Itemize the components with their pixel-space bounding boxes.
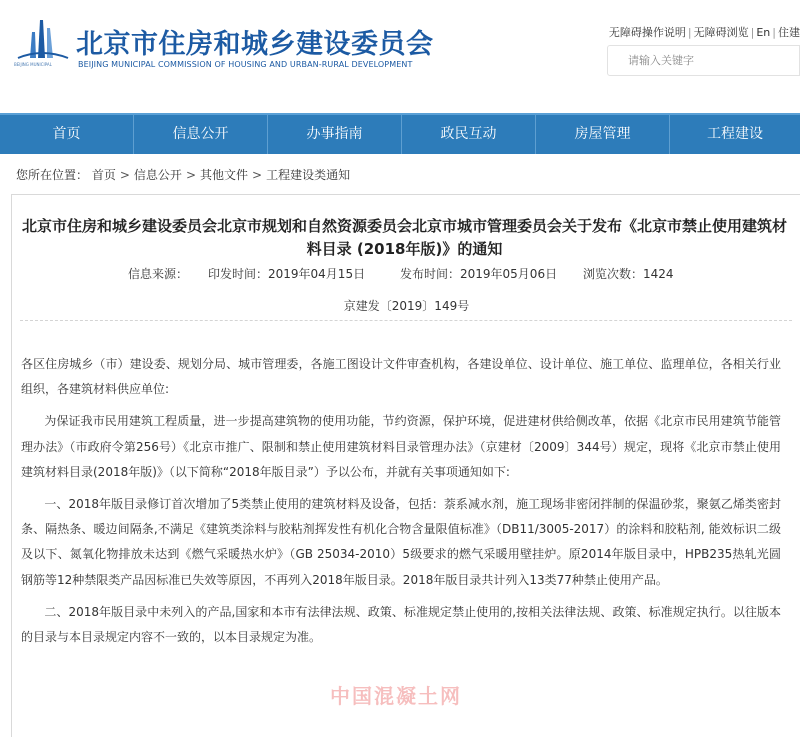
nav-construction[interactable]: 工程建设 [707, 126, 763, 142]
accessibility-guide-link[interactable]: 无障碍操作说明 [608, 26, 686, 39]
article-body [21, 352, 781, 657]
divider [20, 320, 792, 321]
breadcrumb-other-docs[interactable]: 其他文件 [200, 168, 249, 182]
paragraph: 二、2018年版目录中未列入的产品,国家和本市有法律法规、政策、标准规定禁止使用的,按相关法律法规、政策、标准规定执行。以往版本的目录与本目录规定内容不一致的，以本目录规定为准。 [21, 604, 781, 645]
logo-tagline: BEIJING MUNICIPAL [14, 62, 52, 67]
article-title: 北京市住房和城乡建设委员会北京市规划和自然资源委员会北京市城市管理委员会关于发布《北京市禁止使用建筑材料目录 (2018年版)》的通知 [21, 217, 787, 258]
accessibility-browse-link[interactable]: 无障碍浏览 [693, 26, 749, 39]
site-subtitle: BEIJING MUNICIPAL COMMISSION OF HOUSING AND URBAN-RURAL DEVELOPMENT [78, 60, 413, 69]
site-logo[interactable] [14, 18, 70, 70]
english-link[interactable]: En [756, 26, 771, 39]
site-title[interactable]: 北京市住房和城乡建设委员会 [76, 29, 434, 60]
nav-home[interactable]: 首页 [0, 115, 134, 154]
meta-views: 浏览次数：1424 [583, 267, 674, 281]
top-links: 无障碍操作说明 | 无障碍浏览 | En | 住建 [608, 26, 800, 39]
breadcrumb-info[interactable]: 信息公开 [133, 168, 182, 182]
meta-published: 印发时间：2019年04月15日 [208, 267, 366, 281]
logo-emblem-icon [14, 18, 70, 64]
watermark: 中国混凝土网 [330, 684, 462, 708]
breadcrumb: 您所在位置： 首页 > 信息公开 > 其他文件 > 工程建设类通知 [16, 168, 351, 182]
paragraph: 一、2018年版目录修订首次增加了5类禁止使用的建筑材料及设备，包括：萘系减水剂，施工现场非密闭拌制的保温砂浆，聚氨乙烯类密封条、隔热条、暖边间隔条,不满足《建筑类涂料与胶粘剂挥发性有机化合物含量限值标准》（DB11/3005-2017）的涂料和胶粘剂, 能效标识二级及以下、氮氧化物排放未达到《燃气采暖热水炉》（GB 25034-2010）5级要求的燃气采暖用壁挂炉。原2014年版目录中，HPB235热轧光圆钢筋等12种禁限类产品因标准已失效等原因，不再列入2018年版目录。2018年版目录共计列入13类77种禁止使用产品。 [21, 497, 781, 587]
nav-housing[interactable]: 房屋管理 [536, 115, 670, 154]
search-input[interactable] [608, 46, 799, 75]
nav-info-disclosure[interactable]: 信息公开 [134, 115, 268, 154]
main-nav [0, 113, 800, 154]
nav-service-guide[interactable]: 办事指南 [268, 115, 402, 154]
search-box [607, 45, 800, 76]
nav-interaction[interactable]: 政民互动 [402, 115, 536, 154]
site-header [0, 0, 800, 113]
meta-source: 信息来源： [128, 267, 189, 281]
breadcrumb-home[interactable]: 首页 [91, 168, 116, 182]
paragraph: 各区住房城乡（市）建设委、规划分局、城市管理委，各施工图设计文件审查机构，各建设单位、设计单位、施工单位、监理单位，各相关行业组织，各建筑材料供应单位: [21, 357, 781, 397]
doc-number: 京建发〔2019〕149号 [343, 299, 470, 313]
breadcrumb-current[interactable]: 工程建设类通知 [266, 168, 351, 182]
meta-released: 发布时间：2019年05月06日 [400, 267, 558, 281]
breadcrumb-label: 您所在位置： [16, 168, 89, 182]
paragraph: 为保证我市民用建筑工程质量，进一步提高建筑物的使用功能，节约资源，保护环境，促进建材供给侧改革，依据《北京市民用建筑节能管理办法》（市政府令第256号）《北京市推广、限制和禁止使用建筑材料目录管理办法》（京建材〔2009〕344号）规定，现将《北京市禁止使用建筑材料目录(2018年版)》（以下简称“2018年版目录”）予以公布，并就有关事项通知如下: [21, 414, 781, 479]
housing-link[interactable]: 住建 [778, 26, 800, 39]
